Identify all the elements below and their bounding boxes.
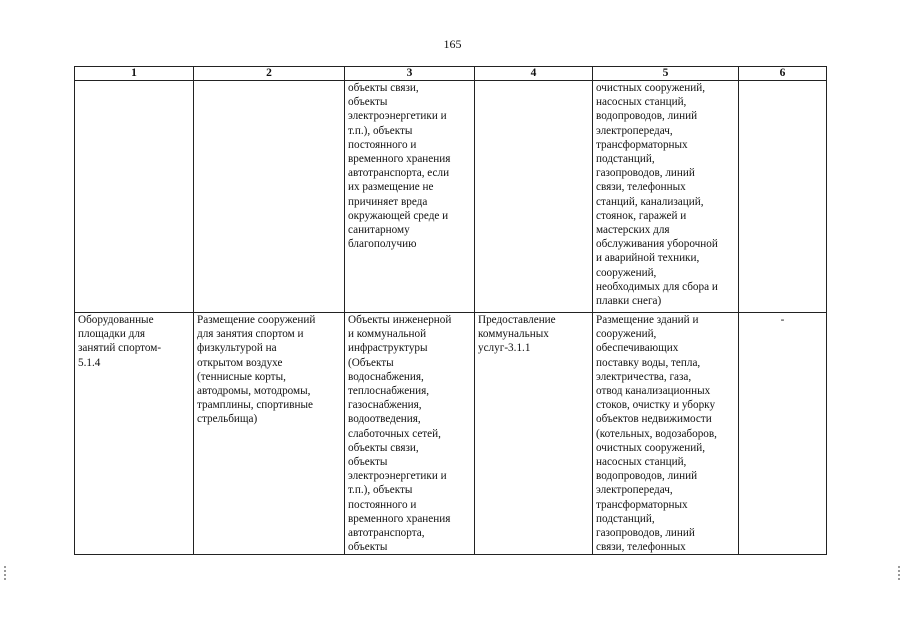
zoning-table — [74, 66, 827, 555]
cell-text: объекты связи, объекты электроэнергетики и т.п.), объекты постоянного и временного хранения автотранспорта, если их размещение не причиняет вреда окружающей среде и санитарному благополучию — [348, 82, 451, 251]
table-cell — [194, 81, 345, 313]
cell-text: Размещение сооружений для занятия спортом и физкультурой на открытом воздухе (теннисные корты, автодромы, мотодромы, трамплины, спортивные стрельбища) — [197, 314, 316, 426]
column-header-4: 4 — [475, 67, 593, 81]
column-header-3: 3 — [345, 67, 475, 81]
scan-margin-mark-left — [4, 566, 6, 580]
table-cell — [345, 81, 475, 313]
scan-margin-mark-right — [898, 566, 900, 580]
table-cell — [75, 313, 194, 555]
table-cell — [194, 313, 345, 555]
column-header-5: 5 — [593, 67, 739, 81]
page-number: 165 — [443, 37, 462, 51]
table-cell — [739, 313, 827, 555]
table-cell — [75, 81, 194, 313]
table-cell — [475, 81, 593, 313]
cell-text: Оборудованные площадки для занятий спортом- 5.1.4 — [78, 314, 162, 369]
header-row — [75, 67, 827, 81]
table-cell — [739, 81, 827, 313]
cell-text: очистных сооружений, насосных станций, водопроводов, линий электропередач, трансформаторных подстанций, газопроводов, линий связи, телефонных станций, канализаций, стоянок, гаражей и мастерских для обслуживания уборочной и аварийной техники, сооружений, необходимых для сбора и плавки снега) — [596, 82, 718, 308]
column-header-2: 2 — [194, 67, 345, 81]
table-row — [75, 313, 827, 555]
cell-text: Предоставление коммунальных услуг-3.1.1 — [478, 314, 556, 355]
cell-text: Размещение зданий и сооружений, обеспечивающих поставку воды, тепла, электричества, газа, отвод канализационных стоков, очистку и уборку объектов недвижимости (котельных, водозаборов, очистных сооружений, насосных станций, водопроводов, линий электропередач, трансформаторных подстанций, газопроводов, линий связи, телефонных — [596, 314, 717, 554]
cell-text: Объекты инженерной и коммунальной инфраструктуры (Объекты водоснабжения, теплоснабжения, газоснабжения, водоотведения, слаботочных сетей, объекты связи, объекты электроэнергетики и т.п.), объекты постоянного и временного хранения автотранспорта, объекты — [348, 314, 452, 554]
table-cell — [593, 81, 739, 313]
column-header-6: 6 — [739, 67, 827, 81]
table-cell — [345, 313, 475, 555]
table-cell — [475, 313, 593, 555]
cell-text: - — [780, 314, 785, 326]
column-header-1: 1 — [75, 67, 194, 81]
table-cell — [593, 313, 739, 555]
table-row — [75, 81, 827, 313]
